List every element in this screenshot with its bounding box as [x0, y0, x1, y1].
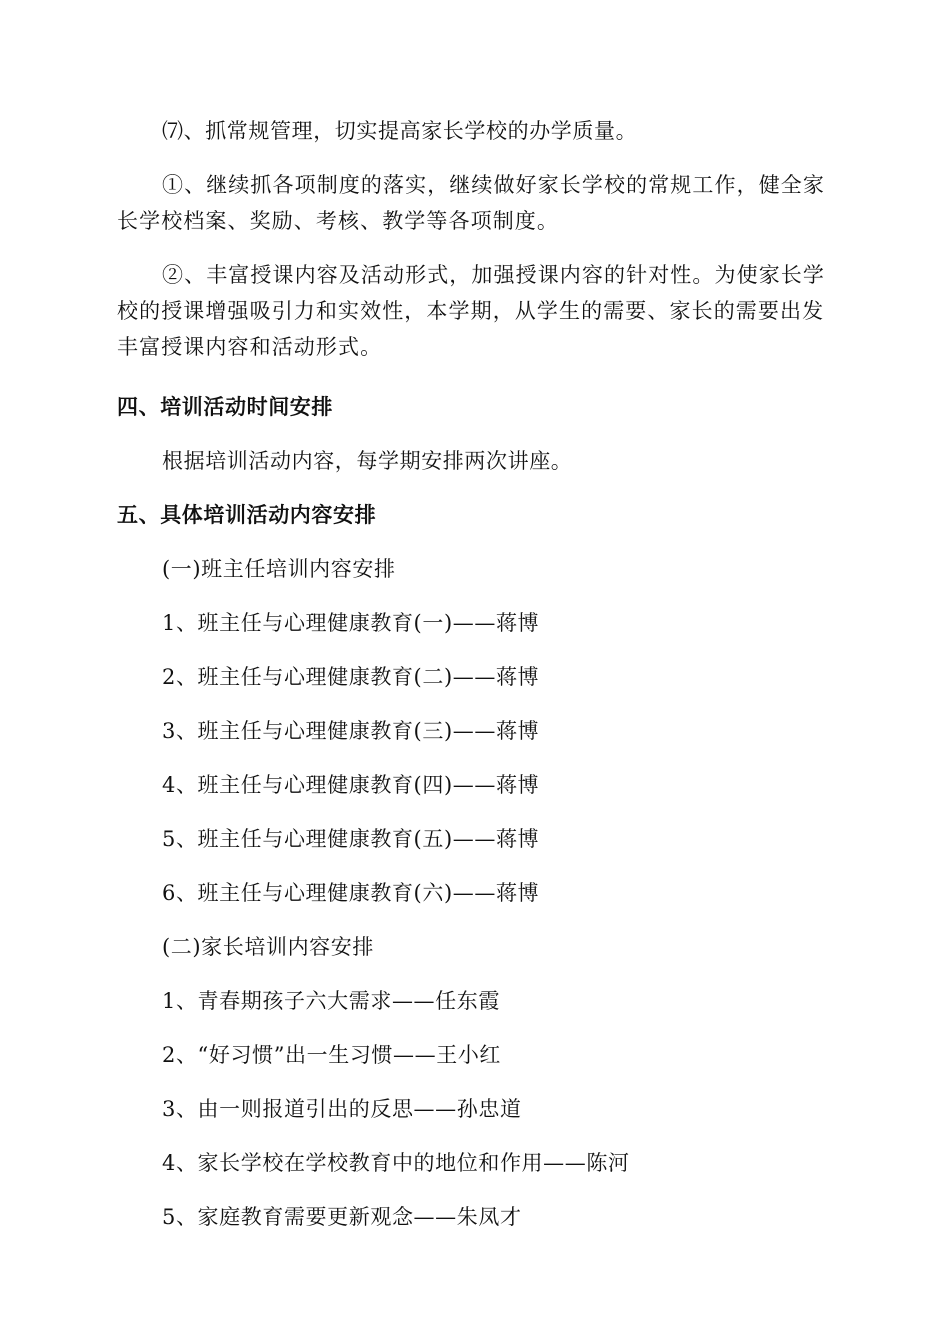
- list-item: 3、由一则报道引出的反思——孙忠道: [162, 1097, 522, 1121]
- subheading-teacher-training: (一)班主任培训内容安排: [162, 557, 396, 581]
- section-heading-activities: 五、具体培训活动内容安排: [117, 503, 377, 527]
- paragraph-routine-management: ⑺、抓常规管理，切实提高家长学校的办学质量。: [162, 119, 638, 143]
- paragraph-system-implementation: ①、继续抓各项制度的落实，继续做好家长学校的常规工作，健全家长学校档案、奖励、考核、教学等各项制度。: [117, 173, 825, 233]
- list-item: 3、班主任与心理健康教育(三)——蒋博: [162, 719, 540, 743]
- list-item: 2、班主任与心理健康教育(二)——蒋博: [162, 665, 540, 689]
- list-item: 5、家庭教育需要更新观念——朱凤才: [162, 1205, 522, 1229]
- list-item: 5、班主任与心理健康教育(五)——蒋博: [162, 827, 540, 851]
- paragraph-enrich-content: ②、丰富授课内容及活动形式，加强授课内容的针对性。为使家长学校的授课增强吸引力和实效性，本学期，从学生的需要、家长的需要出发丰富授课内容和活动形式。: [117, 263, 825, 359]
- subheading-parent-training: (二)家长培训内容安排: [162, 935, 374, 959]
- section-heading-schedule: 四、培训活动时间安排: [117, 395, 333, 419]
- list-item: 1、青春期孩子六大需求——任东霞: [162, 989, 500, 1013]
- paragraph-schedule: 根据培训活动内容，每学期安排两次讲座。: [162, 449, 573, 473]
- list-item: 2、“好习惯”出一生习惯——王小红: [162, 1043, 502, 1067]
- list-item: 4、班主任与心理健康教育(四)——蒋博: [162, 773, 540, 797]
- list-item: 4、家长学校在学校教育中的地位和作用——陈河: [162, 1151, 630, 1175]
- list-item: 1、班主任与心理健康教育(一)——蒋博: [162, 611, 540, 635]
- list-item: 6、班主任与心理健康教育(六)——蒋博: [162, 881, 540, 905]
